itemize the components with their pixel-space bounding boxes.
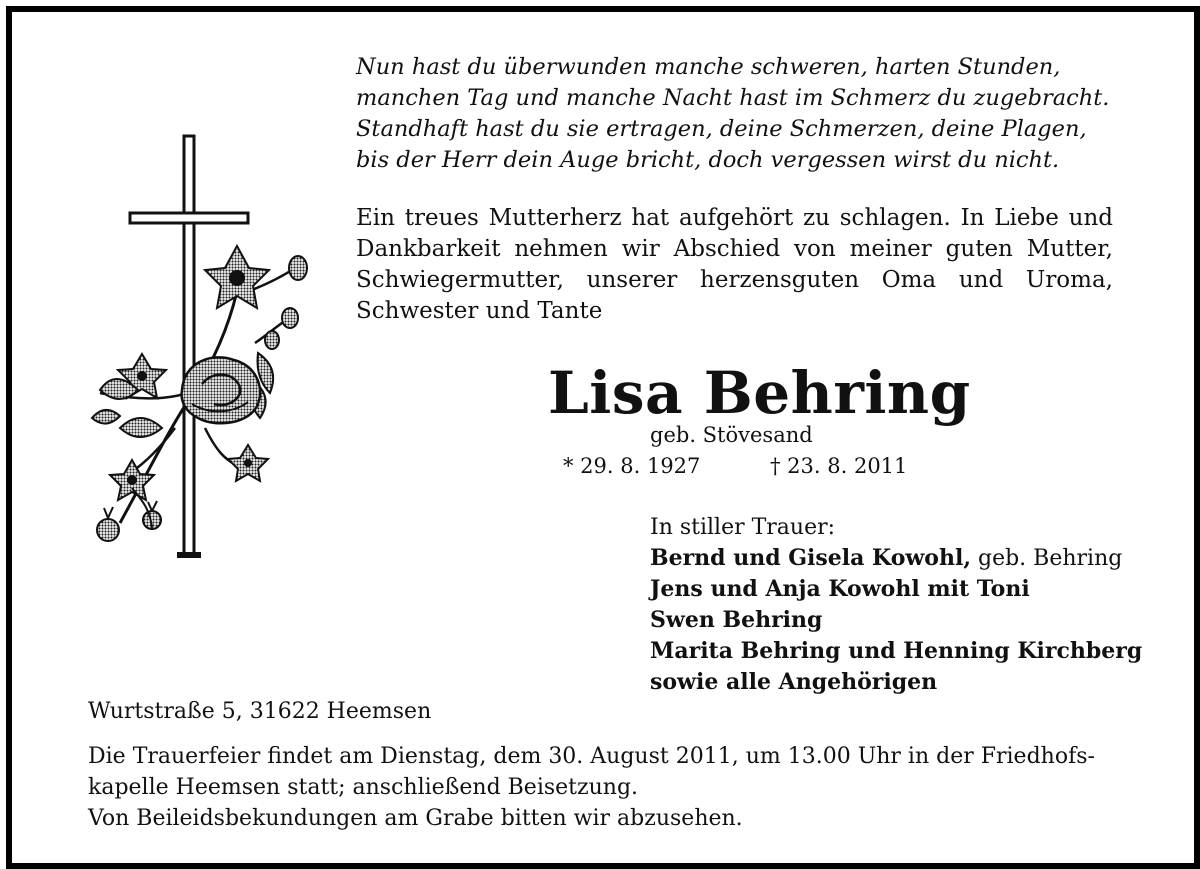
poem-line: manchen Tag und manche Nacht hast im Schmerz du zugebracht. (356, 85, 1110, 111)
mourner-note: geb. Behring (971, 546, 1123, 571)
cross-with-flowers-icon (80, 128, 330, 563)
death-date: † 23. 8. 2011 (770, 454, 908, 478)
mourner-entry: Swen Behring (650, 607, 823, 633)
poem-line: Standhaft hast du sie ertragen, deine Schmerzen, deine Plagen, (356, 116, 1087, 142)
intro-line: Schwester und Tante (356, 298, 603, 324)
address: Wurtstraße 5, 31622 Heemsen (88, 699, 432, 724)
birth-date: * 29. 8. 1927 (563, 454, 701, 478)
mourner-entry: Marita Behring und Henning Kirchberg (650, 638, 1143, 664)
intro-line: Dankbarkeit nehmen wir Abschied von meiner guten Mutter, (356, 236, 1113, 262)
mourner-entry: Jens und Anja Kowohl mit Toni (650, 576, 1030, 602)
poem-line: Nun hast du überwunden manche schweren, harten Stunden, (356, 54, 1061, 80)
poem (356, 52, 1156, 176)
intro-paragraph (356, 203, 1113, 327)
deceased-name: Lisa Behring (548, 359, 971, 427)
mourners-heading: In stiller Trauer: (650, 515, 836, 540)
footer-line: kapelle Heemsen statt; anschließend Beisetzung. (88, 775, 639, 800)
intro-line: Ein treues Mutterherz hat aufgehört zu schlagen. In Liebe und (356, 205, 1113, 231)
footer-line: Von Beileidsbekundungen am Grabe bitten wir abzusehen. (88, 806, 743, 831)
poem-line: bis der Herr dein Auge bricht, doch vergessen wirst du nicht. (356, 147, 1060, 173)
mourner-name: Bernd und Gisela Kowohl, (650, 545, 971, 571)
mourner-entry (650, 543, 1142, 574)
born-name: geb. Stövesand (650, 423, 813, 447)
intro-line: Schwiegermutter, unserer herzensguten Oma und Uroma, (356, 267, 1113, 293)
mourner-entry: sowie alle Angehörigen (650, 669, 938, 695)
funeral-notice (88, 741, 1123, 834)
mourners-list (650, 512, 1142, 698)
footer-line: Die Trauerfeier findet am Dienstag, dem 30. August 2011, um 13.00 Uhr in der Friedhofs- (88, 744, 1095, 769)
